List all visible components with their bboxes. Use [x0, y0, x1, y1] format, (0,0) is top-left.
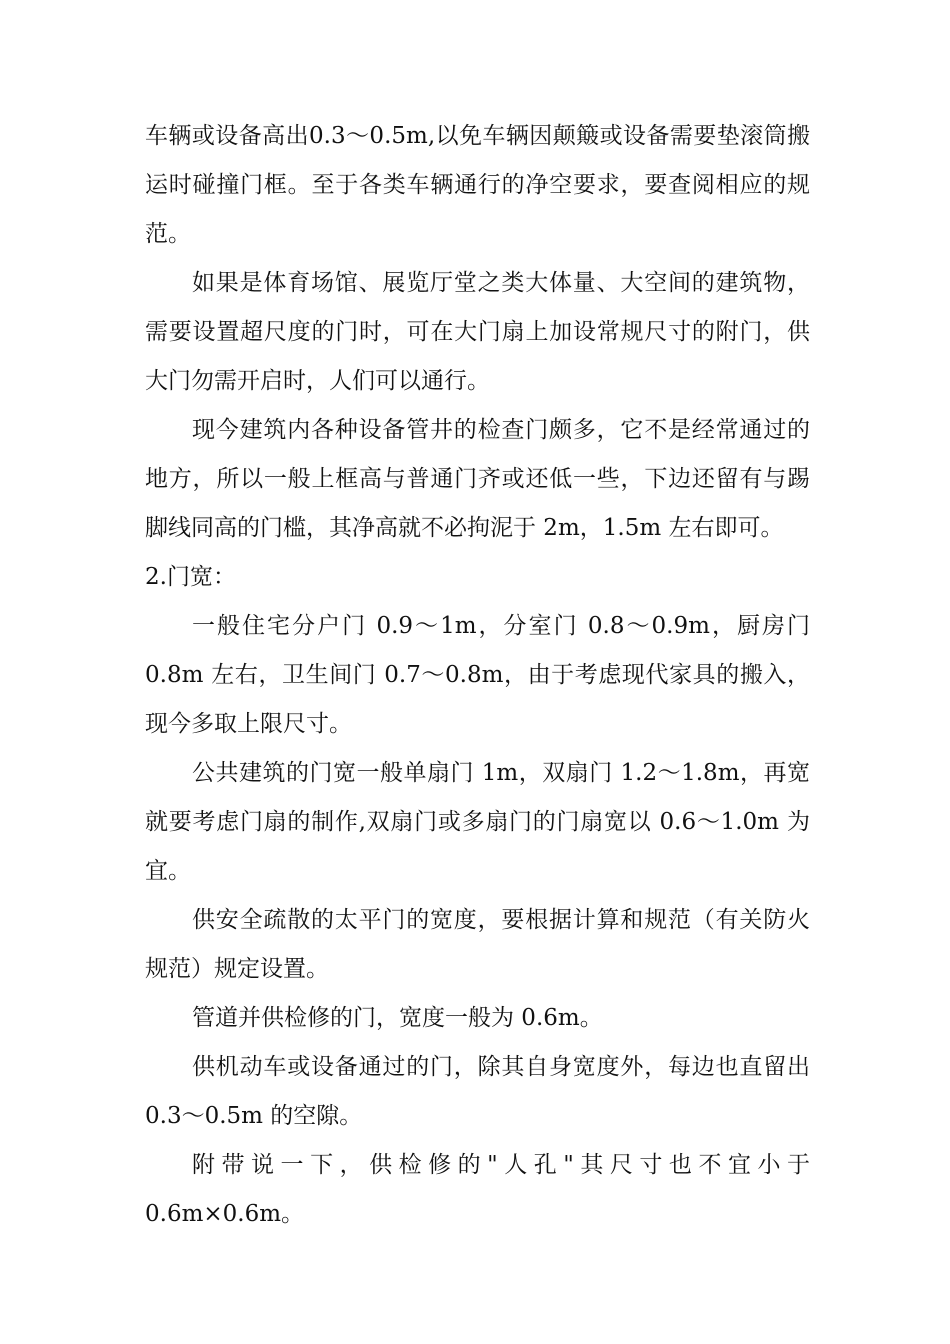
paragraph-residential-door-width: 一般住宅分户门 0.9～1m，分室门 0.8～0.9m，厨房门 0.8m 左右，卫生间门 0.7～0.8m，由于考虑现代家具的搬入，现今多取上限尺寸。 [145, 613, 810, 737]
paragraph-vehicle-door: 供机动车或设备通过的门，除其自身宽度外，每边也直留出 0.3～0.5m 的空隙。 [145, 1054, 810, 1129]
paragraph-emergency-exit: 供安全疏散的太平门的宽度，要根据计算和规范（有关防火规范）规定设置。 [145, 907, 810, 982]
paragraph-maintenance-door: 管道并供检修的门，宽度一般为 0.6m。 [192, 1005, 603, 1031]
paragraph-manhole: 附带说一下，供检修的"人孔"其尺寸也不宜小于 0.6m×0.6m。 [145, 1152, 810, 1227]
document-page [145, 112, 810, 1239]
paragraph-large-venue-doors: 如果是体育场馆、展览厅堂之类大体量、大空间的建筑物，需要设置超尺度的门时，可在大门扇上加设常规尺寸的附门，供大门勿需开启时，人们可以通行。 [145, 270, 810, 394]
paragraph-continuation: 车辆或设备高出0.3～0.5m,以免车辆因颠簸或设备需要垫滚筒搬运时碰撞门框。至于各类车辆通行的净空要求，要查阅相应的规范。 [145, 123, 810, 247]
section-heading-door-width: 2.门宽： [145, 564, 236, 590]
paragraph-inspection-doors: 现今建筑内各种设备管井的检查门颇多，它不是经常通过的地方，所以一般上框高与普通门齐或还低一些，下边还留有与踢脚线同高的门槛，其净高就不必拘泥于 2m，1.5m 左右即可。 [145, 417, 810, 541]
paragraph-public-door-width: 公共建筑的门宽一般单扇门 1m，双扇门 1.2～1.8m，再宽就要考虑门扇的制作,双扇门或多扇门的门扇宽以 0.6～1.0m 为宜。 [145, 760, 810, 884]
